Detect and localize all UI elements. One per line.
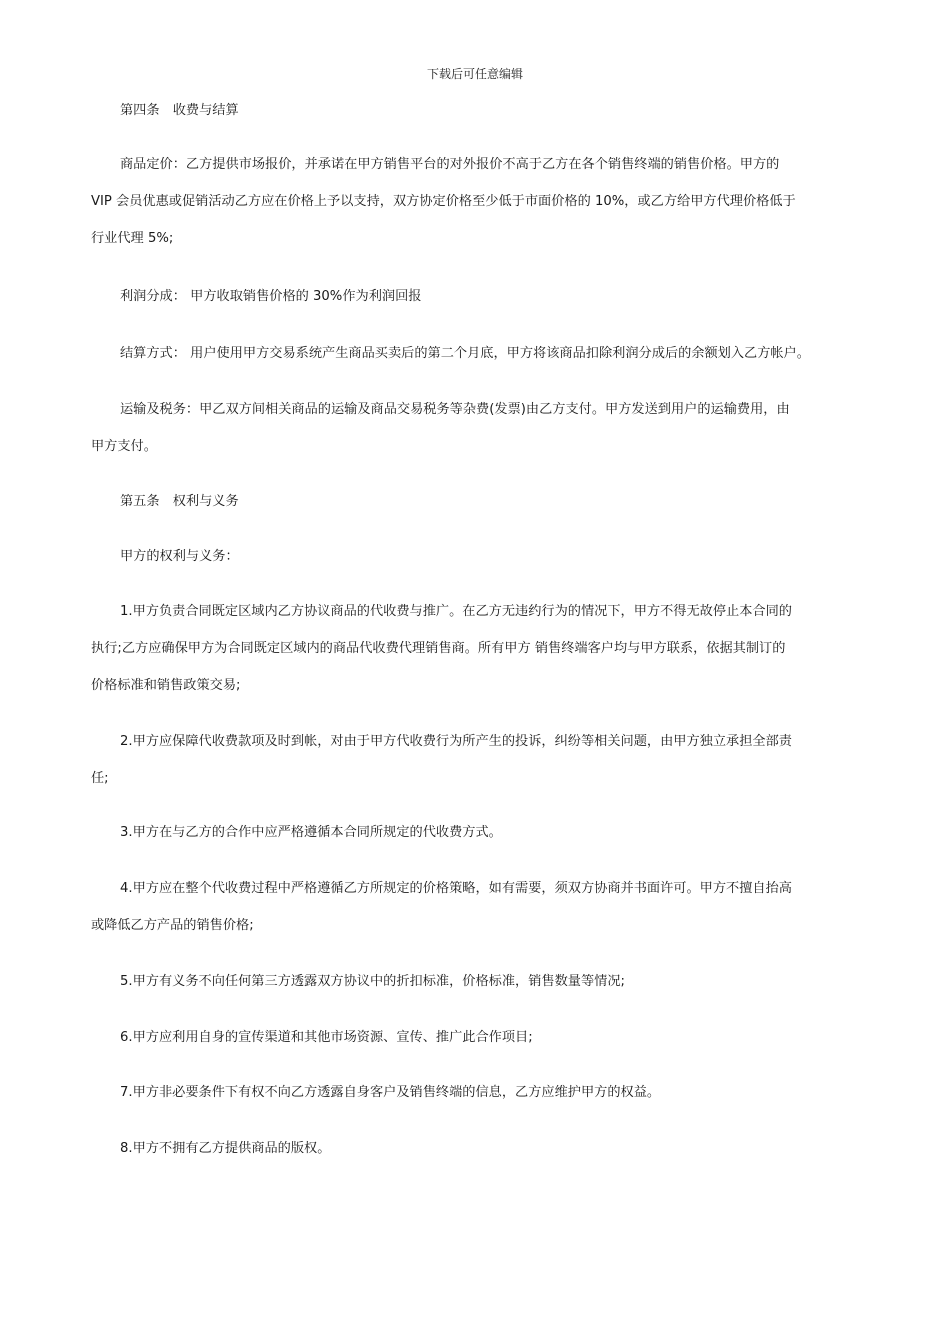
text-line: 或降低乙方产品的销售价格; [91,918,254,933]
text-line: 行业代理 5%; [91,231,174,246]
text-line: 价格标准和销售政策交易; [91,678,241,693]
clause-7 [91,1074,881,1111]
text-line: 第四条 收费与结算 [120,103,239,118]
text-line: 6.甲方应利用自身的宣传渠道和其他市场资源、宣传、推广此合作项目; [120,1030,533,1045]
page-header: 下载后可任意编辑 [426,67,523,81]
text-line: 第五条 权利与义务 [120,494,239,509]
text-line: VIP 会员优惠或促销活动乙方应在价格上予以支持，双方协定价格至少低于市面价格的 10%，或乙方给甲方代理价格低于 [91,194,796,209]
text-line: 4.甲方应在整个代收费过程中严格遵循乙方所规定的价格策略，如有需要，须双方协商并书面许可。甲方不擅自抬高 [120,881,792,896]
settlement-paragraph [91,335,881,372]
article-4-heading [91,92,881,129]
clause-4 [91,870,881,944]
pricing-paragraph [91,146,881,257]
text-line: 利润分成： 甲方收取销售价格的 30%作为利润回报 [120,289,422,304]
text-line: 8.甲方不拥有乙方提供商品的版权。 [120,1141,331,1156]
text-line: 甲方支付。 [91,439,157,454]
text-line: 甲方的权利与义务： [120,549,239,564]
clause-2 [91,723,881,797]
clause-5 [91,963,881,1000]
clause-3 [91,814,881,851]
article-5-heading [91,483,881,520]
clause-1 [91,593,881,704]
text-line: 结算方式： 用户使用甲方交易系统产生商品买卖后的第二个月底，甲方将该商品扣除利润分成后的余额划入乙方帐户。 [120,346,810,361]
clause-6 [91,1019,881,1056]
party-a-heading [91,538,881,575]
clause-8 [91,1130,881,1167]
text-line: 任; [91,771,109,786]
text-line: 运输及税务：甲乙双方间相关商品的运输及商品交易税务等杂费(发票)由乙方支付。甲方发送到用户的运输费用，由 [120,402,790,417]
profit-share-paragraph [91,278,881,315]
text-line: 商品定价：乙方提供市场报价，并承诺在甲方销售平台的对外报价不高于乙方在各个销售终端的销售价格。甲方的 [120,157,780,172]
text-line: 7.甲方非必要条件下有权不向乙方透露自身客户及销售终端的信息，乙方应维护甲方的权益。 [120,1085,661,1100]
text-line: 执行;乙方应确保甲方为合同既定区域内的商品代收费代理销售商。所有甲方 销售终端客户均与甲方联系，依据其制订的 [91,641,786,656]
text-line: 3.甲方在与乙方的合作中应严格遵循本合同所规定的代收费方式。 [120,825,502,840]
text-line: 5.甲方有义务不向任何第三方透露双方协议中的折扣标准，价格标准，销售数量等情况; [120,974,625,989]
text-line: 1.甲方负责合同既定区域内乙方协议商品的代收费与推广。在乙方无违约行为的情况下，甲方不得无故停止本合同的 [120,604,792,619]
transport-tax-paragraph [91,391,881,465]
text-line: 2.甲方应保障代收费款项及时到帐，对由于甲方代收费行为所产生的投诉，纠纷等相关问题，由甲方独立承担全部责 [120,734,792,749]
